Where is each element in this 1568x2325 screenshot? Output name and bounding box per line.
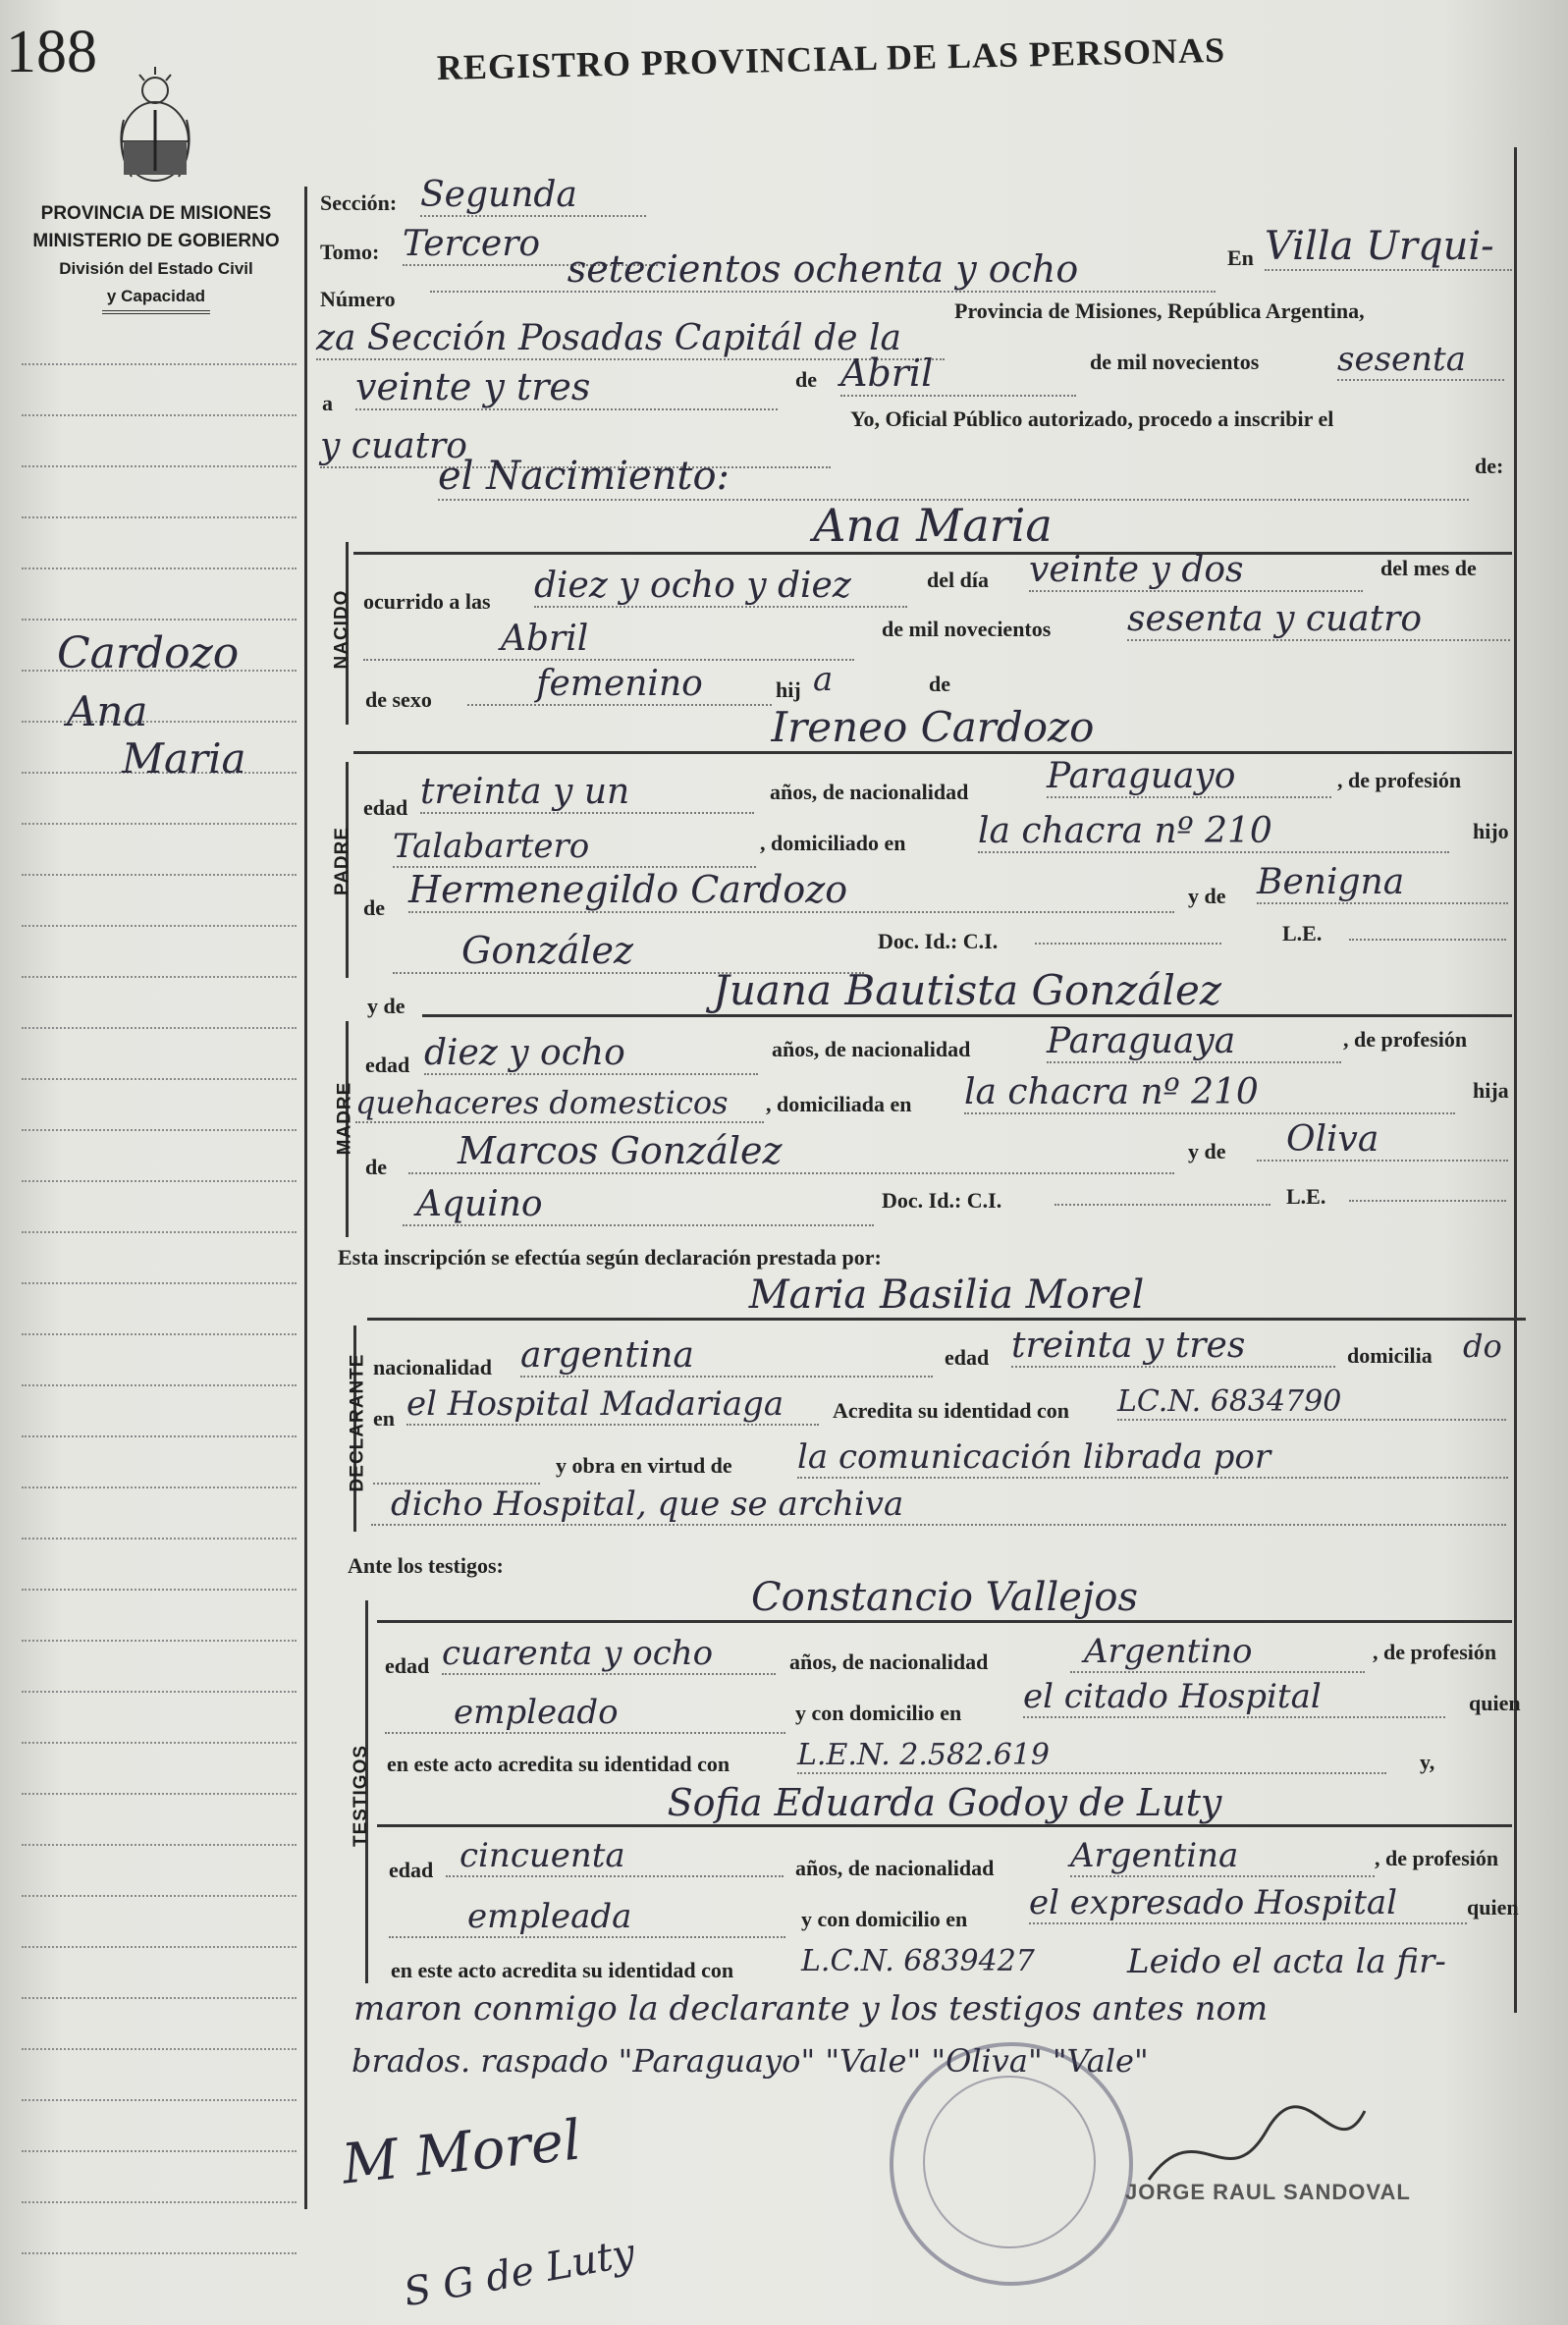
declarante-domicilio: el Hospital Madariaga xyxy=(406,1384,819,1426)
hij-de-label: de xyxy=(929,672,950,696)
official-seal xyxy=(890,2042,1133,2286)
anio-inscripcion-1: sesenta xyxy=(1337,340,1504,381)
testigo2-domicilio: el expresado Hospital xyxy=(1029,1883,1467,1924)
cierre-linea-2: maron conmigo la declarante y los testigos antes nom xyxy=(353,1989,1269,2028)
testigo2-nombre: Sofia Eduarda Godoy de Luty xyxy=(377,1781,1512,1827)
testigos-intro: Ante los testigos: xyxy=(348,1553,504,1578)
declarante-en-label: en xyxy=(373,1406,395,1431)
t2-dom-label: y con domicilio en xyxy=(801,1907,968,1931)
oficial-stamp-name: JORGE RAUL SANDOVAL xyxy=(1125,2180,1411,2204)
t1-acredita-label: en este acto acredita su identidad con xyxy=(387,1752,730,1776)
margin-middle-name: Maria xyxy=(122,734,246,783)
numero-value: setecientos ochenta y ocho xyxy=(430,247,1216,293)
padre-domicilio: la chacra nº 210 xyxy=(978,811,1449,853)
padre-de-label: de xyxy=(363,895,385,920)
margin-ruled-line xyxy=(22,823,297,825)
padre-prof-label: , de profesión xyxy=(1337,768,1462,792)
nacido-section-label: NACIDO xyxy=(331,589,352,670)
dia-inscripcion: veinte y tres xyxy=(355,365,778,410)
margin-ruled-line xyxy=(22,1487,297,1488)
margin-ruled-line xyxy=(22,2048,297,2050)
padre-nacionalidad: Paraguayo xyxy=(1047,756,1331,798)
margin-ruled-line xyxy=(22,1640,297,1642)
madre-profesion: quehaceres domesticos xyxy=(355,1084,764,1123)
margin-ruled-line xyxy=(22,1078,297,1080)
office-line: PROVINCIA DE MISIONES xyxy=(40,203,272,224)
padre-le-label: L.E. xyxy=(1282,921,1323,946)
declarante-acredita-label: Acredita su identidad con xyxy=(833,1398,1070,1423)
testigo2-nacionalidad: Argentina xyxy=(1070,1836,1375,1877)
padre-doc-line xyxy=(1035,943,1221,945)
cierre-linea-1: Leido el acta la fir- xyxy=(1127,1942,1446,1981)
abuela-materna-2: Aquino xyxy=(403,1184,874,1226)
abuela-materna-1: Oliva xyxy=(1257,1119,1508,1162)
padre-doc-label: Doc. Id.: C.I. xyxy=(878,929,999,953)
nacido-anio-label: de mil novecientos xyxy=(882,617,1052,641)
child-name: Ana Maria xyxy=(353,499,1512,555)
obra-line-1: la comunicación librada por xyxy=(797,1437,1508,1479)
declarante-dom-suffix: do xyxy=(1463,1327,1502,1365)
padre-profesion: Talabartero xyxy=(393,827,756,868)
del-mes-label: del mes de xyxy=(1380,556,1477,580)
margin-ruled-line xyxy=(22,1129,297,1131)
office-line: y Capacidad xyxy=(102,283,210,314)
abuela-paterna-2: González xyxy=(393,929,864,974)
sexo-value: femenino xyxy=(467,664,772,706)
anio-inscripcion-2: y cuatro xyxy=(320,426,831,468)
padre-edad-label: edad xyxy=(363,795,408,820)
t1-edad-label: edad xyxy=(385,1653,430,1678)
t2-edad-label: edad xyxy=(389,1858,434,1882)
margin-ruled-line xyxy=(22,1742,297,1744)
right-border-line xyxy=(1514,147,1517,2013)
margin-ruled-line xyxy=(22,1333,297,1335)
declarante-nac-label: nacionalidad xyxy=(373,1355,493,1379)
cierre-linea-3: brados. raspado "Paraguayo" "Vale" "Oliva" "Vale" xyxy=(351,2042,1149,2080)
margin-ruled-line xyxy=(22,568,297,569)
sexo-label: de sexo xyxy=(365,687,432,712)
margin-ruled-line xyxy=(22,516,297,518)
margin-ruled-line xyxy=(22,2252,297,2254)
acto-value: el Nacimiento: xyxy=(438,454,1469,501)
t1-y-label: y, xyxy=(1420,1750,1435,1774)
margin-ruled-line xyxy=(22,1691,297,1693)
madre-domicilio: la chacra nº 210 xyxy=(964,1072,1455,1114)
mes-nacimiento: Abril xyxy=(363,619,854,661)
declarante-nombre: Maria Basilia Morel xyxy=(367,1272,1526,1321)
margin-ruled-line xyxy=(22,465,297,467)
madre-doc-label: Doc. Id.: C.I. xyxy=(882,1188,1002,1213)
margin-ruled-line xyxy=(22,1589,297,1591)
margin-ruled-line xyxy=(22,1282,297,1284)
margin-ruled-line xyxy=(22,1384,297,1386)
provincia-text: Provincia de Misiones, República Argentina, xyxy=(954,298,1365,323)
madre-le-line xyxy=(1349,1200,1506,1202)
margin-ruled-line xyxy=(22,976,297,978)
obra-line-2: dicho Hospital, que se archiva xyxy=(371,1485,1506,1526)
madre-le-label: L.E. xyxy=(1286,1184,1326,1209)
numero-label: Número xyxy=(320,287,396,311)
madre-y-de-label-2: y de xyxy=(1188,1139,1226,1163)
padre-le-line xyxy=(1349,939,1506,941)
madre-nac-label: años, de nacionalidad xyxy=(772,1037,971,1061)
abuelo-materno: Marcos González xyxy=(408,1129,1174,1174)
margin-ruled-line xyxy=(22,1435,297,1437)
testigo2-documento: L.C.N. 6839427 xyxy=(801,1944,1035,1978)
margin-ruled-line xyxy=(22,414,297,416)
margin-ruled-line xyxy=(22,1180,297,1182)
anio-nacimiento: sesenta y cuatro xyxy=(1127,599,1510,641)
declarante-dom-label: domicilia xyxy=(1347,1343,1433,1368)
declarante-edad: treinta y tres xyxy=(1011,1325,1335,1368)
t1-nac-label: años, de nacionalidad xyxy=(789,1649,989,1674)
madre-de-label: de xyxy=(365,1155,387,1179)
margin-ruled-line xyxy=(22,363,297,365)
margin-first-name: Ana xyxy=(67,687,148,735)
place-line-2: za Sección Posadas Capitál de la xyxy=(316,318,945,360)
margin-surname: Cardozo xyxy=(57,628,240,678)
oficial-text: Yo, Oficial Público autorizado, procedo a inscribir el xyxy=(850,406,1334,431)
margin-ruled-line xyxy=(22,1946,297,1948)
anio-label: de mil novecientos xyxy=(1090,350,1260,374)
margin-ruled-line xyxy=(22,874,297,876)
tomo-label: Tomo: xyxy=(320,240,380,264)
madre-doc-line xyxy=(1054,1204,1271,1206)
seccion-value: Segunda xyxy=(420,175,646,217)
oficial-signature xyxy=(1139,2091,1375,2209)
testigo-signature: S G de Luty xyxy=(400,2230,638,2316)
a-label: a xyxy=(322,391,333,415)
mes-inscripcion: Abril xyxy=(840,351,1076,397)
testigo1-domicilio: el citado Hospital xyxy=(1023,1677,1445,1718)
margin-ruled-line xyxy=(22,1027,297,1029)
testigo1-profesion: empleado xyxy=(385,1693,785,1734)
hij-label: hij xyxy=(776,677,801,702)
testigo2-edad: cincuenta xyxy=(446,1836,784,1877)
de-colon-label: de: xyxy=(1475,454,1504,478)
testigo1-nombre: Constancio Vallejos xyxy=(377,1575,1512,1623)
padre-section-label: PADRE xyxy=(332,826,353,896)
del-dia-label: del día xyxy=(927,568,989,592)
declarante-section-label: DECLARANTE xyxy=(347,1353,368,1492)
margin-ruled-line xyxy=(22,619,297,621)
margin-ruled-line xyxy=(22,925,297,927)
padre-dom-label: , domiciliado en xyxy=(760,831,906,855)
t2-quien-label: quien xyxy=(1467,1895,1519,1919)
declaracion-intro: Esta inscripción se efectúa según declaración prestada por: xyxy=(338,1245,882,1270)
t2-nac-label: años, de nacionalidad xyxy=(795,1856,995,1880)
tomo-value: Tercero xyxy=(403,224,658,266)
testigos-section-label: TESTIGOS xyxy=(351,1744,372,1848)
madre-y-de-label: y de xyxy=(367,994,406,1018)
madre-prof-label: , de profesión xyxy=(1343,1027,1468,1052)
padre-y-de-label: y de xyxy=(1188,884,1226,908)
obra-label: y obra en virtud de xyxy=(556,1453,732,1478)
hij-suffix: a xyxy=(813,660,834,699)
margin-ruled-line xyxy=(22,1895,297,1897)
abuela-paterna-1: Benigna xyxy=(1257,862,1508,904)
testigo1-nacionalidad: Argentino xyxy=(1070,1632,1365,1673)
madre-edad: diez y ocho xyxy=(424,1033,758,1075)
madre-hija-label: hija xyxy=(1473,1078,1509,1103)
padre-edad: treinta y un xyxy=(420,772,754,814)
margin-column xyxy=(0,0,324,2325)
margin-ruled-line xyxy=(22,2201,297,2203)
madre-section-label: MADRE xyxy=(334,1081,355,1156)
declarante-documento: LC.N. 6834790 xyxy=(1117,1384,1506,1421)
t1-dom-label: y con domicilio en xyxy=(795,1701,962,1725)
abuelo-paterno: Hermenegildo Cardozo xyxy=(408,868,1174,913)
margin-ruled-line xyxy=(22,1231,297,1233)
madre-nombre: Juana Bautista González xyxy=(422,966,1512,1017)
testigo1-documento: L.E.N. 2.582.619 xyxy=(797,1738,1386,1774)
madre-nacionalidad: Paraguaya xyxy=(1047,1021,1341,1063)
place-line-1: Villa Urqui- xyxy=(1265,224,1512,271)
padre-nombre: Ireneo Cardozo xyxy=(353,703,1512,754)
margin-ruled-line xyxy=(22,1997,297,1999)
de-label: de xyxy=(795,367,817,392)
seccion-label: Sección: xyxy=(320,190,398,215)
t1-quien-label: quien xyxy=(1469,1691,1521,1715)
madre-edad-label: edad xyxy=(365,1053,410,1077)
declarante-nacionalidad: argentina xyxy=(520,1335,933,1378)
margin-ruled-line xyxy=(22,1538,297,1540)
margin-ruled-line xyxy=(22,2099,297,2101)
margin-ruled-line xyxy=(22,1793,297,1795)
margin-ruled-line xyxy=(22,1844,297,1846)
madre-dom-label: , domiciliada en xyxy=(766,1092,912,1116)
dia-nacimiento: veinte y dos xyxy=(1029,550,1363,592)
page-number: 188 xyxy=(6,19,97,85)
office-line: MINISTERIO DE GOBIERNO xyxy=(32,231,280,251)
padre-hijo-label: hijo xyxy=(1473,819,1509,843)
office-line: División del Estado Civil xyxy=(59,259,253,278)
t2-prof-label: , de profesión xyxy=(1375,1846,1499,1870)
en-label: En xyxy=(1227,245,1254,270)
left-border-line xyxy=(304,187,307,2209)
margin-ruled-line xyxy=(22,721,297,723)
t2-acredita-label: en este acto acredita su identidad con xyxy=(391,1958,734,1982)
t1-prof-label: , de profesión xyxy=(1373,1640,1497,1664)
margin-ruled-line xyxy=(22,2150,297,2152)
hora-nacimiento: diez y ocho y diez xyxy=(534,566,907,608)
ocurrido-label: ocurrido a las xyxy=(363,589,491,614)
declarante-signature: M Morel xyxy=(339,2108,584,2197)
testigo2-profesion: empleada xyxy=(389,1897,785,1938)
declarante-edad-label: edad xyxy=(945,1345,990,1370)
padre-nac-label: años, de nacionalidad xyxy=(770,780,969,804)
testigo1-edad: cuarenta y ocho xyxy=(442,1634,776,1675)
document-title: REGISTRO PROVINCIAL DE LAS PERSONAS xyxy=(436,29,1226,87)
